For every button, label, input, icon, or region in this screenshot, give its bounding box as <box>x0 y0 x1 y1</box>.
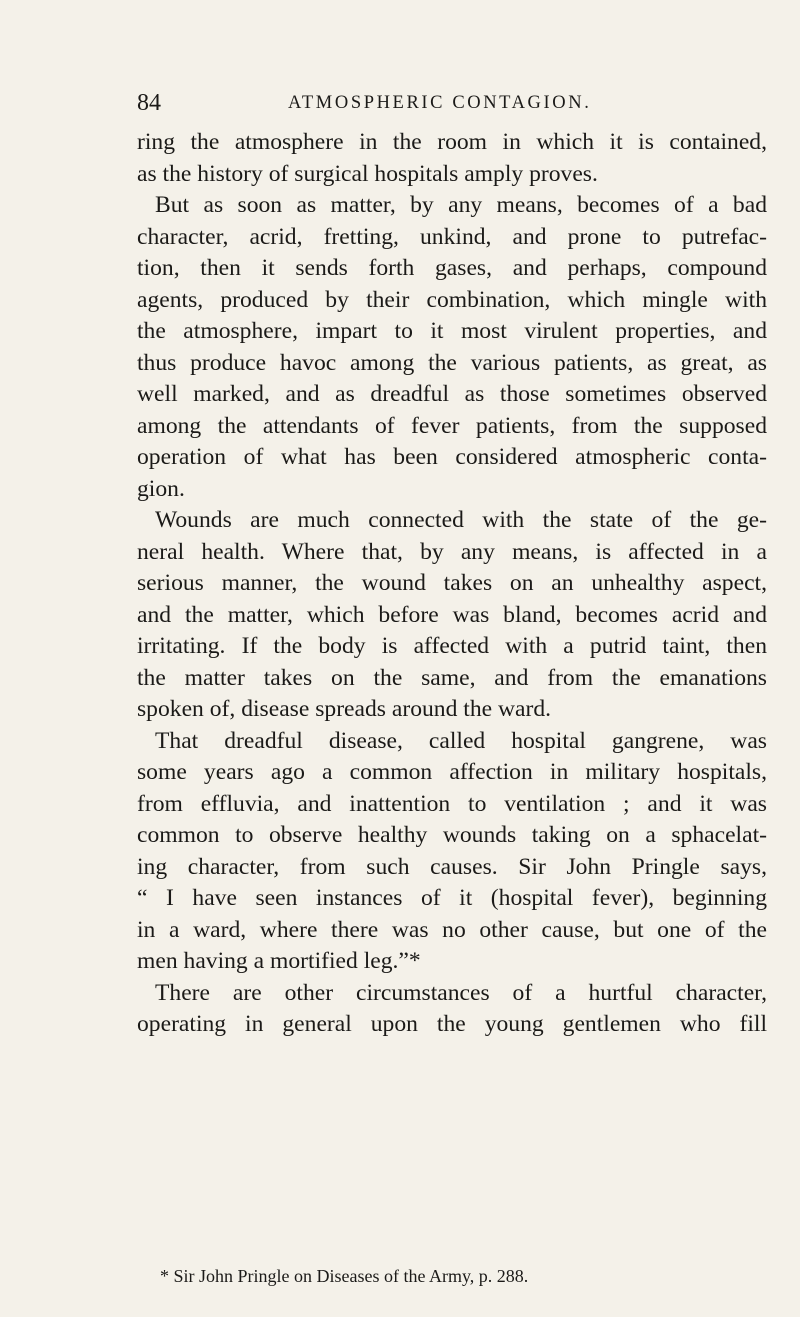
text-line: spoken of, disease spreads around the ward. <box>137 696 552 722</box>
text-line: the atmosphere, impart to it most virulent properties, and <box>137 318 767 344</box>
page-number: 84 <box>137 90 161 116</box>
text-line: the matter takes on the same, and from the emanations <box>137 664 767 691</box>
text-line: Wounds are much connected with the state of the ge- <box>155 507 767 533</box>
text-line: serious manner, the wound takes on an unhealthy aspect, <box>137 570 767 596</box>
text-line: common to observe healthy wounds taking on a sphacelat- <box>137 822 767 848</box>
text-line: tion, then it sends forth gases, and perhaps, compound <box>137 255 767 281</box>
text-line: and the matter, which before was bland, becomes acrid and <box>137 601 767 628</box>
text-line: “ I have seen instances of it (hospital fever), beginning <box>137 885 767 911</box>
text-line: some years ago a common affection in military hospitals, <box>137 759 767 785</box>
text-line: ring the atmosphere in the room in which it is contained, <box>137 129 767 155</box>
body-text <box>137 127 767 1041</box>
running-head: ATMOSPHERIC CONTAGION. <box>288 93 592 113</box>
text-line: among the attendants of fever patients, from the supposed <box>137 412 767 439</box>
text-line: ing character, from such causes. Sir John Pringle says, <box>137 853 767 880</box>
text-line: There are other circumstances of a hurtful character, <box>155 979 767 1006</box>
text-line: thus produce havoc among the various patients, as great, as <box>137 349 767 376</box>
text-line: in a ward, where there was no other cause, but one of the <box>137 916 767 943</box>
text-line: from effluvia, and inattention to ventilation ; and it was <box>137 790 767 817</box>
text-line: gion. <box>137 475 185 502</box>
text-line: as the history of surgical hospitals amply proves. <box>137 160 598 187</box>
text-line: But as soon as matter, by any means, becomes of a bad <box>155 192 767 218</box>
text-line: well marked, and as dreadful as those sometimes observed <box>137 381 767 407</box>
text-line: agents, produced by their combination, which mingle with <box>137 286 767 313</box>
text-line: That dreadful disease, called hospital gangrene, was <box>155 727 767 754</box>
footnote: * Sir John Pringle on Diseases of the Army, p. 288. <box>160 1266 529 1286</box>
text-line: men having a mortified leg.”* <box>137 948 421 974</box>
page-header <box>137 90 767 120</box>
text-line: neral health. Where that, by any means, is affected in a <box>137 538 767 565</box>
text-line: operating in general upon the young gentlemen who fill <box>137 1011 767 1037</box>
text-line: character, acrid, fretting, unkind, and prone to putrefac- <box>137 223 767 250</box>
text-line: irritating. If the body is affected with a putrid taint, then <box>137 633 767 659</box>
text-line: operation of what has been considered atmospheric conta- <box>137 444 767 470</box>
